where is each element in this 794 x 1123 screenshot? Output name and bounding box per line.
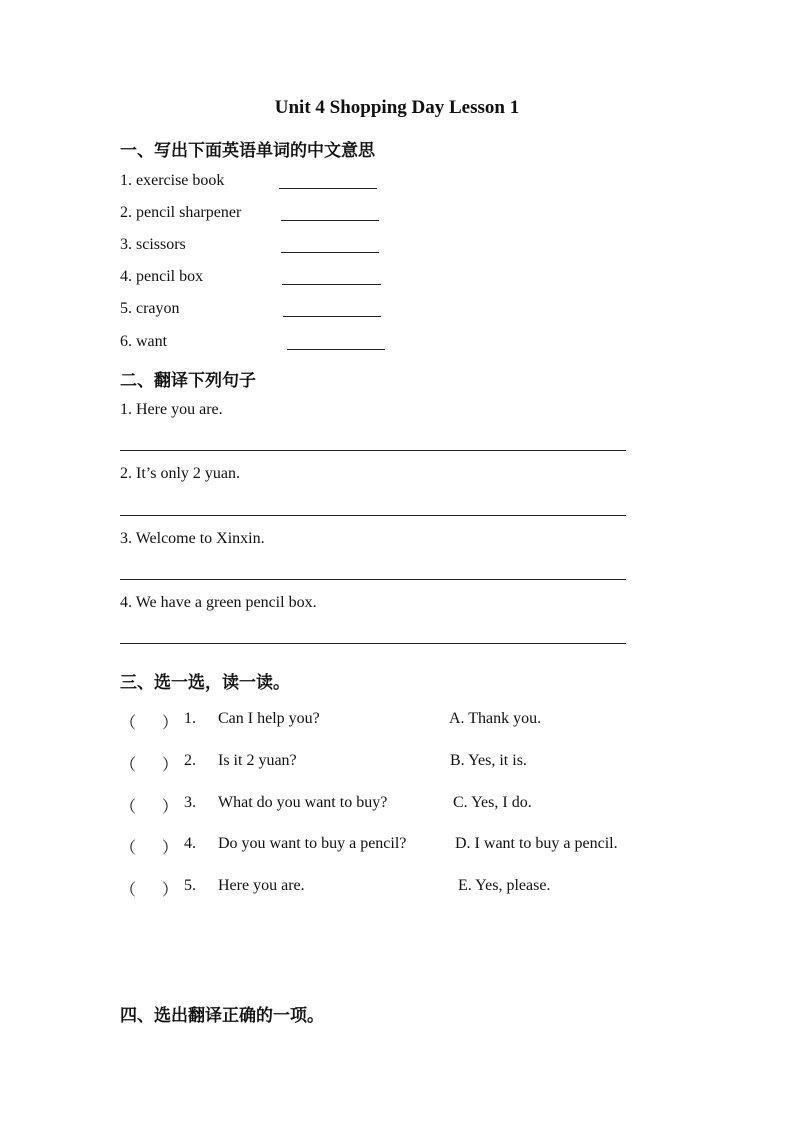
page-title: Unit 4 Shopping Day Lesson 1 bbox=[274, 97, 520, 118]
answer-paren-close: ） bbox=[162, 797, 179, 816]
answer-paren-close: ） bbox=[162, 838, 179, 857]
sentence-item: 2. It’s only 2 yuan. bbox=[120, 465, 240, 482]
question-number: 2. bbox=[184, 752, 196, 769]
section3-heading: 三、选一选，读一读。 bbox=[120, 673, 290, 693]
question-number: 3. bbox=[184, 794, 196, 811]
answer-paren-open: （ bbox=[120, 797, 137, 816]
answer-option: D. I want to buy a pencil. bbox=[455, 835, 618, 852]
sentence-item: 1. Here you are. bbox=[120, 401, 223, 418]
vocab-item: 5. crayon bbox=[120, 300, 180, 317]
question-number: 5. bbox=[184, 877, 196, 894]
answer-paren-open: （ bbox=[120, 755, 137, 774]
vocab-item: 1. exercise book bbox=[120, 172, 225, 189]
answer-option: C. Yes, I do. bbox=[453, 794, 532, 811]
vocab-answer-blank[interactable] bbox=[282, 284, 381, 285]
vocab-item: 4. pencil box bbox=[120, 268, 204, 285]
question-prompt: Is it 2 yuan? bbox=[218, 752, 297, 769]
answer-option: A. Thank you. bbox=[449, 710, 542, 727]
answer-paren-open: （ bbox=[120, 880, 137, 899]
vocab-answer-blank[interactable] bbox=[287, 349, 385, 350]
question-prompt: What do you want to buy? bbox=[218, 794, 388, 811]
vocab-answer-blank[interactable] bbox=[283, 316, 381, 317]
translation-answer-line[interactable] bbox=[120, 450, 626, 451]
section4-heading: 四、选出翻译正确的一项。 bbox=[120, 1006, 324, 1026]
section1-heading: 一、写出下面英语单词的中文意思 bbox=[120, 141, 375, 161]
vocab-answer-blank[interactable] bbox=[281, 252, 379, 253]
vocab-answer-blank[interactable] bbox=[281, 220, 379, 221]
vocab-item: 2. pencil sharpener bbox=[120, 204, 242, 221]
question-number: 1. bbox=[184, 710, 196, 727]
answer-paren-close: ） bbox=[162, 713, 179, 732]
translation-answer-line[interactable] bbox=[120, 579, 626, 580]
translation-answer-line[interactable] bbox=[120, 515, 626, 516]
question-prompt: Here you are. bbox=[218, 877, 305, 894]
vocab-item: 3. scissors bbox=[120, 236, 186, 253]
answer-paren-close: ） bbox=[162, 755, 179, 774]
answer-option: B. Yes, it is. bbox=[450, 752, 527, 769]
question-prompt: Can I help you? bbox=[218, 710, 320, 727]
sentence-item: 3. Welcome to Xinxin. bbox=[120, 530, 265, 547]
question-number: 4. bbox=[184, 835, 196, 852]
vocab-answer-blank[interactable] bbox=[279, 188, 377, 189]
section2-heading: 二、翻译下列句子 bbox=[120, 371, 256, 391]
answer-paren-open: （ bbox=[120, 838, 137, 857]
vocab-item: 6. want bbox=[120, 333, 168, 350]
sentence-item: 4. We have a green pencil box. bbox=[120, 594, 317, 611]
answer-paren-open: （ bbox=[120, 713, 137, 732]
translation-answer-line[interactable] bbox=[120, 643, 626, 644]
question-prompt: Do you want to buy a pencil? bbox=[218, 835, 407, 852]
answer-option: E. Yes, please. bbox=[458, 877, 551, 894]
answer-paren-close: ） bbox=[162, 880, 179, 899]
